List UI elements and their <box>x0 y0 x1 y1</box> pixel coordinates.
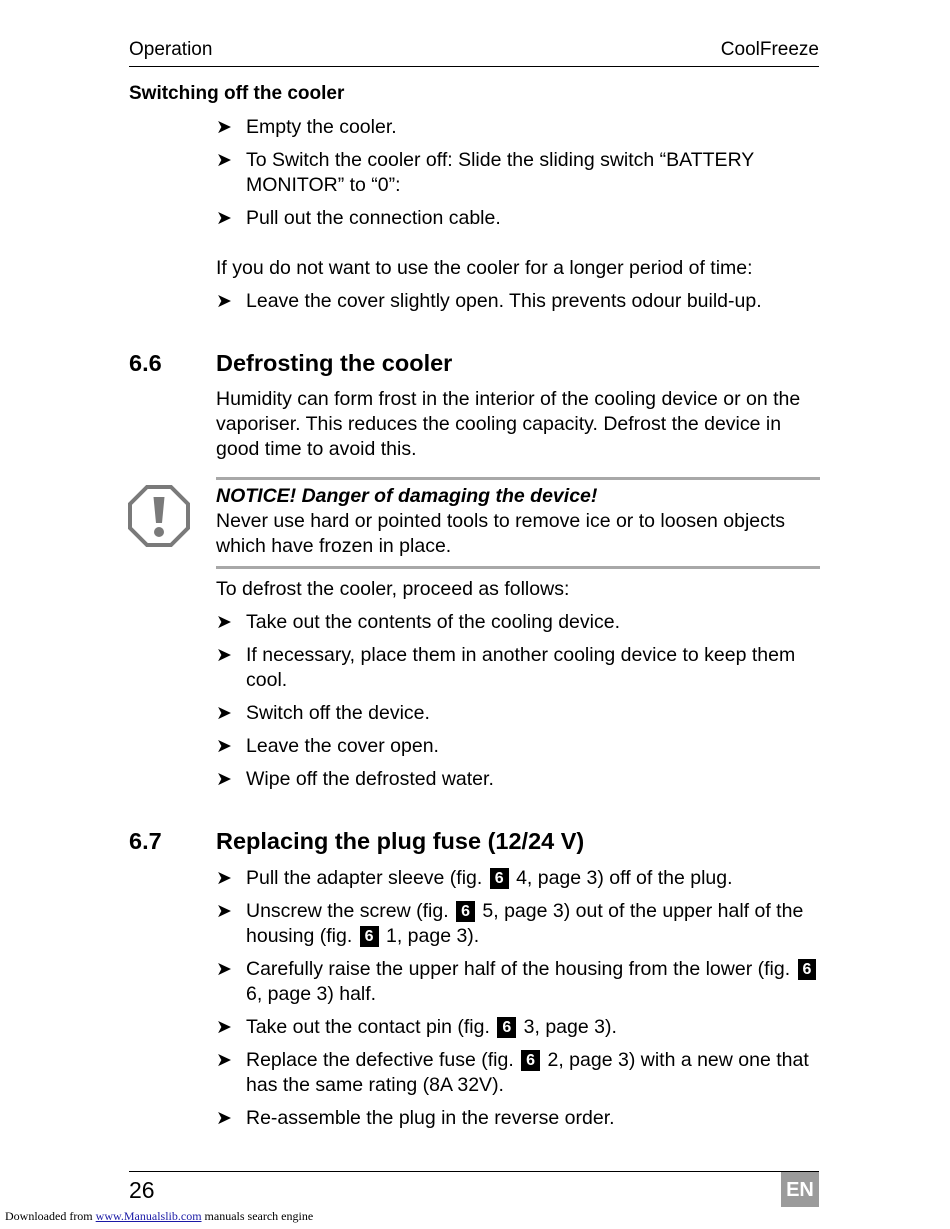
arrow-bullet-icon: ➤ <box>216 117 232 138</box>
page-number: 26 <box>129 1177 155 1203</box>
long-period-paragraph: If you do not want to use the cooler for a longer period of time: <box>216 257 753 279</box>
figure-reference: 6 <box>521 1050 540 1071</box>
arrow-bullet-icon: ➤ <box>216 901 232 922</box>
arrow-bullet-icon: ➤ <box>216 1108 232 1129</box>
switching-off-heading: Switching off the cooler <box>129 83 345 104</box>
manualslib-link[interactable]: www.Manualslib.com <box>95 1209 202 1223</box>
fuse-steps-block <box>216 866 820 1139</box>
list-item: ➤ Take out the contact pin (fig. 6 3, page 3). <box>216 1016 617 1038</box>
section-number: 6.6 <box>129 350 162 376</box>
arrow-bullet-icon: ➤ <box>216 736 232 757</box>
defrost-steps-block <box>216 577 820 800</box>
figure-reference: 6 <box>456 901 475 922</box>
section-title: Replacing the plug fuse (12/24 V) <box>216 828 585 854</box>
list-item: ➤ Empty the cooler. <box>216 116 397 138</box>
list-item: ➤ Unscrew the screw (fig. 6 5, page 3) out of the upper half of the housing (fig. 6 1, page 3). <box>216 900 804 947</box>
warning-octagon-icon <box>127 484 191 548</box>
arrow-bullet-icon: ➤ <box>216 959 232 980</box>
list-item: ➤ Leave the cover slightly open. This prevents odour build-up. <box>216 290 762 312</box>
figure-reference: 6 <box>798 959 817 980</box>
arrow-bullet-icon: ➤ <box>216 703 232 724</box>
notice-title: NOTICE! Danger of damaging the device! <box>216 485 598 507</box>
list-item: ➤ Wipe off the defrosted water. <box>216 768 494 790</box>
page-header <box>129 38 819 67</box>
list-item: ➤ If necessary, place them in another cooling device to keep them cool. <box>216 644 796 691</box>
defrost-intro: Humidity can form frost in the interior of the cooling device or on the vaporiser. This reduces the cooling capacity. Defrost the device in good time to avoid this. <box>216 388 801 460</box>
figure-reference: 6 <box>360 926 379 947</box>
notice-box <box>216 477 820 569</box>
arrow-bullet-icon: ➤ <box>216 868 232 889</box>
arrow-bullet-icon: ➤ <box>216 291 232 312</box>
defrost-paragraph: To defrost the cooler, proceed as follows: <box>216 578 570 600</box>
list-item: ➤ Pull out the connection cable. <box>216 207 501 229</box>
list-item: ➤ Re-assemble the plug in the reverse order. <box>216 1107 615 1129</box>
long-period-block <box>216 256 820 322</box>
language-badge: EN <box>781 1172 819 1207</box>
figure-reference: 6 <box>490 868 509 889</box>
arrow-bullet-icon: ➤ <box>216 1017 232 1038</box>
header-product: CoolFreeze <box>720 39 819 60</box>
arrow-bullet-icon: ➤ <box>216 208 232 229</box>
notice-body: Never use hard or pointed tools to remove ice or to loosen objects which have frozen in place. <box>216 510 786 557</box>
footer-rule <box>129 1171 819 1172</box>
list-item: ➤ Switch off the device. <box>216 702 430 724</box>
list-item: ➤ Pull the adapter sleeve (fig. 6 4, page 3) off of the plug. <box>216 867 733 889</box>
switching-off-steps <box>216 115 820 239</box>
figure-reference: 6 <box>497 1017 516 1038</box>
download-note: Downloaded from www.Manualslib.com manuals search engine <box>5 1209 314 1223</box>
section-title: Defrosting the cooler <box>216 350 453 376</box>
arrow-bullet-icon: ➤ <box>216 769 232 790</box>
list-item: ➤ Leave the cover open. <box>216 735 439 757</box>
list-item: ➤ To Switch the cooler off: Slide the sliding switch “BATTERY MONITOR” to “0”: <box>216 149 754 196</box>
arrow-bullet-icon: ➤ <box>216 612 232 633</box>
arrow-bullet-icon: ➤ <box>216 1050 232 1071</box>
list-item: ➤ Carefully raise the upper half of the housing from the lower (fig. 6 6, page 3) half. <box>216 957 820 1007</box>
header-chapter: Operation <box>129 39 213 60</box>
section-number: 6.7 <box>129 828 162 854</box>
list-item: ➤ Take out the contents of the cooling device. <box>216 611 620 633</box>
arrow-bullet-icon: ➤ <box>216 150 232 171</box>
list-item: ➤ Replace the defective fuse (fig. 6 2, page 3) with a new one that has the same rating (8A 32V). <box>216 1049 809 1096</box>
arrow-bullet-icon: ➤ <box>216 645 232 666</box>
